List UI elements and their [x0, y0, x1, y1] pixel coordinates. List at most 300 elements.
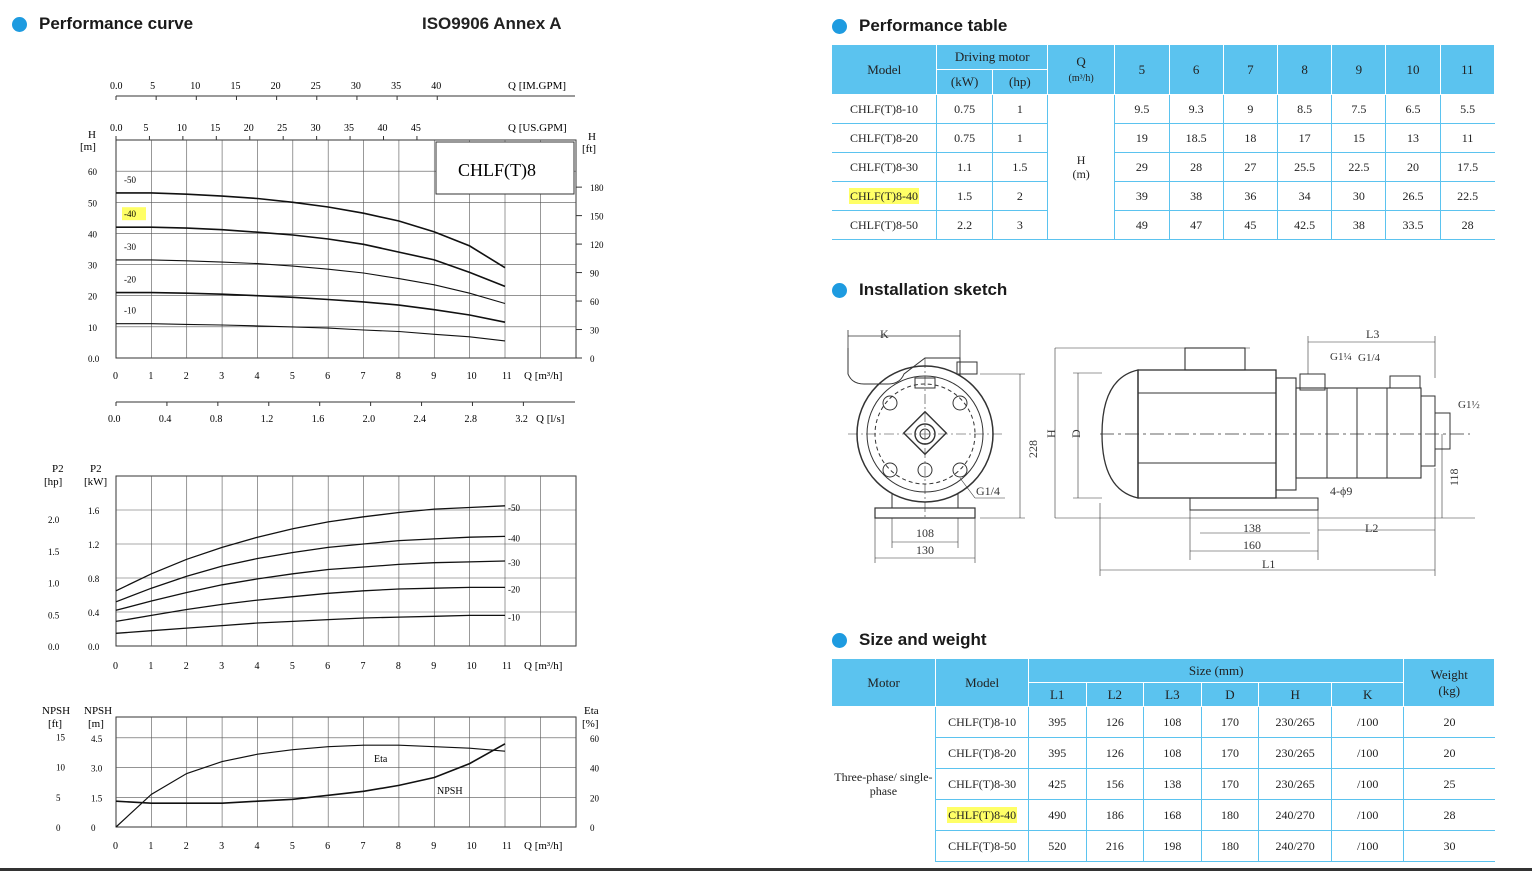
performance-table	[831, 44, 1495, 240]
plot-frame	[116, 476, 576, 646]
size-value: 168	[1144, 800, 1202, 831]
size-value: 425	[1028, 769, 1086, 800]
head-value: 42.5	[1277, 211, 1331, 240]
tick-label: 2	[183, 371, 189, 382]
tick-label: 6	[325, 841, 331, 852]
size-value: 198	[1144, 831, 1202, 862]
tick-label: 0.8	[88, 574, 100, 584]
bullet-icon	[832, 633, 847, 648]
tick-label: 3	[219, 661, 225, 672]
tick-label: 20	[243, 123, 254, 134]
size-value: /100	[1331, 800, 1403, 831]
tick-label: 1.2	[88, 540, 100, 550]
tick-label: 0.8	[209, 414, 223, 425]
head-value: 26.5	[1386, 182, 1440, 211]
tick-label: 20	[590, 793, 599, 804]
standard-label: ISO9906 Annex A	[422, 14, 562, 33]
size-value: 180	[1201, 831, 1259, 862]
section-title: Performance table	[859, 16, 1008, 35]
size-value: 180	[1201, 800, 1259, 831]
tick-label: 5	[56, 792, 61, 803]
weight-value: 20	[1404, 738, 1495, 769]
axis-label: P2	[52, 463, 64, 475]
dim-g14b: G1/4	[1358, 352, 1380, 364]
tick-label: 2.4	[413, 414, 427, 425]
tick-label: 40	[377, 123, 388, 134]
size-col: L3	[1144, 683, 1202, 707]
flow-col: 6	[1169, 45, 1223, 95]
head-value: 47	[1169, 211, 1223, 240]
size-value: /100	[1331, 738, 1403, 769]
dim-holes: 4-ϕ9	[1330, 484, 1353, 498]
head-value: 7.5	[1332, 95, 1386, 124]
model-cell	[936, 831, 1029, 862]
dim-130: 130	[916, 543, 934, 557]
tick-label: 0	[113, 841, 118, 852]
size-value: 156	[1086, 769, 1144, 800]
tick-label: 6	[325, 661, 331, 672]
table-row	[832, 182, 1495, 211]
size-col: D	[1201, 683, 1259, 707]
tick-label: 30	[350, 81, 361, 92]
tick-label: 1.5	[48, 546, 60, 557]
installation-sketch	[830, 318, 1490, 588]
tick-label: 8	[395, 841, 401, 852]
tick-label: 0.0	[108, 414, 121, 425]
axis-label: NPSH	[84, 705, 113, 717]
tick-label: 0.0	[88, 642, 100, 652]
series-label: -20	[124, 274, 136, 285]
model-name: CHLF(T)8-20	[948, 745, 1017, 760]
size-col: H	[1259, 683, 1332, 707]
q-unit: (m³/h)	[1068, 72, 1094, 84]
series-label: -40	[124, 209, 136, 220]
col-driving-motor: Driving motor	[937, 45, 1048, 70]
section-performance-table	[832, 16, 1007, 36]
model-cell	[832, 95, 937, 124]
tick-label: 1	[148, 371, 154, 382]
head-value: 38	[1332, 211, 1386, 240]
dim-h: H	[1044, 429, 1058, 438]
tick-label: 1.6	[88, 506, 100, 516]
axis-label: [%]	[582, 718, 599, 730]
kw-cell: 2.2	[937, 211, 992, 240]
col-weight	[1404, 659, 1495, 707]
tick-label: 4.5	[91, 733, 103, 744]
table-row	[832, 211, 1495, 240]
col-kw: (kW)	[937, 70, 992, 95]
tick-label: 0.0	[48, 642, 60, 652]
model-name: CHLF(T)8-10	[948, 714, 1017, 729]
head-value: 9.5	[1115, 95, 1169, 124]
model-cell	[832, 182, 937, 211]
head-value: 25.5	[1277, 153, 1331, 182]
tick-label: 0.0	[110, 81, 123, 92]
tick-label: 8	[395, 371, 401, 382]
head-value: 29	[1115, 153, 1169, 182]
size-weight-table	[831, 658, 1495, 862]
head-value: 22.5	[1332, 153, 1386, 182]
tick-label: 5	[289, 841, 295, 852]
tick-label: 10	[466, 841, 477, 852]
dim-l2: L2	[1365, 521, 1379, 535]
col-model: Model	[936, 659, 1029, 707]
tick-label: 6	[325, 371, 331, 382]
axis-label: NPSH	[42, 705, 71, 717]
head-curve-30	[116, 260, 505, 304]
tick-label: 2.0	[362, 414, 376, 425]
dim-108: 108	[916, 526, 934, 540]
series-label: -30	[508, 558, 520, 568]
weight-value: 28	[1404, 800, 1495, 831]
size-value: 126	[1086, 707, 1144, 738]
size-value: 170	[1201, 707, 1259, 738]
model-name: CHLF(T)8-30	[948, 776, 1017, 791]
tick-label: 30	[88, 260, 97, 271]
hp-cell: 2	[992, 182, 1047, 211]
axis-label: Q [m³/h]	[524, 660, 563, 672]
tick-label: 10	[190, 81, 201, 92]
dim-l3: L3	[1366, 327, 1380, 341]
tick-label: 5	[289, 661, 295, 672]
axis-label: [m]	[88, 718, 104, 730]
weight-value: 25	[1404, 769, 1495, 800]
power-curve-10	[116, 615, 505, 633]
model-name: CHLF(T)8-40	[849, 188, 918, 203]
tick-label: 5	[143, 123, 149, 134]
h-label: H	[1076, 153, 1086, 167]
tick-label: 0.0	[110, 123, 123, 134]
bullet-icon	[832, 19, 847, 34]
tick-label: 0	[113, 661, 118, 672]
series-label: -30	[124, 241, 136, 252]
axis-label: Eta	[584, 705, 599, 717]
tick-label: 25	[277, 123, 288, 134]
table-row	[832, 124, 1495, 153]
tick-label: 20	[88, 291, 97, 302]
tick-label: 0	[590, 823, 595, 833]
axis-label: H	[588, 131, 596, 143]
head-value: 11	[1440, 124, 1494, 153]
tick-label: 25	[310, 81, 321, 92]
weight-value: 30	[1404, 831, 1495, 862]
tick-label: 0.0	[88, 354, 100, 364]
section-title: Performance curve	[39, 14, 194, 33]
head-value: 33.5	[1386, 211, 1440, 240]
motor-type-cell: Three-phase/ single-phase	[832, 707, 936, 862]
tick-label: 1	[148, 841, 154, 852]
axis-label: Q [m³/h]	[524, 370, 563, 382]
series-label: Eta	[374, 754, 388, 765]
head-value: 9	[1223, 95, 1277, 124]
series-label: -10	[124, 305, 136, 316]
tick-label: 1.2	[260, 414, 274, 425]
model-name: CHLF(T)8-10	[849, 101, 918, 116]
axis-label: Q [US.GPM]	[508, 122, 567, 134]
tick-label: 0.5	[48, 610, 60, 621]
dim-228: 228	[1026, 440, 1040, 458]
head-value: 19	[1115, 124, 1169, 153]
tick-label: 9	[431, 661, 437, 672]
axis-label: [m]	[80, 141, 96, 153]
head-curve-50	[116, 193, 505, 268]
plot-frame	[116, 717, 576, 827]
axis-label: [hp]	[44, 476, 63, 488]
axis-label: Q [m³/h]	[524, 840, 563, 852]
kw-cell: 0.75	[937, 124, 992, 153]
tick-label: 3	[219, 841, 225, 852]
tick-label: 20	[270, 81, 281, 92]
series-label: -50	[124, 174, 136, 185]
size-value: 186	[1086, 800, 1144, 831]
axis-label: Q [IM.GPM]	[508, 80, 567, 92]
size-value: /100	[1331, 707, 1403, 738]
q-label: Q	[1076, 53, 1086, 69]
head-value: 39	[1115, 182, 1169, 211]
table-row	[832, 707, 1495, 738]
dim-g12: G1½	[1458, 399, 1480, 411]
head-value: 38	[1169, 182, 1223, 211]
tick-label: 35	[391, 81, 402, 92]
hp-cell: 1	[992, 95, 1047, 124]
tick-label: 1.6	[311, 414, 325, 425]
weight-label: Weight	[1430, 666, 1468, 682]
model-label: CHLF(T)8	[458, 160, 536, 180]
tick-label: 10	[56, 762, 65, 773]
head-value: 18	[1223, 124, 1277, 153]
tick-label: 60	[590, 733, 599, 744]
series-label: NPSH	[437, 786, 463, 797]
power-chart	[44, 463, 576, 672]
size-col: K	[1331, 683, 1403, 707]
tick-label: 0	[56, 823, 61, 833]
axis-label: Q [l/s]	[536, 413, 565, 425]
tick-label: 30	[310, 123, 321, 134]
head-value: 17	[1277, 124, 1331, 153]
tick-label: 0	[113, 371, 118, 382]
model-name: CHLF(T)8-50	[849, 217, 918, 232]
tick-label: 8	[395, 661, 401, 672]
tick-label: 10	[466, 371, 477, 382]
model-name: CHLF(T)8-20	[849, 130, 918, 145]
section-title: Size and weight	[859, 630, 987, 649]
head-value: 13	[1386, 124, 1440, 153]
head-value: 18.5	[1169, 124, 1223, 153]
tick-label: 10	[88, 322, 97, 333]
dim-118: 118	[1447, 468, 1461, 486]
size-col: L2	[1086, 683, 1144, 707]
head-value: 5.5	[1440, 95, 1494, 124]
size-value: 520	[1028, 831, 1086, 862]
tick-label: 50	[88, 198, 97, 209]
model-cell	[936, 769, 1029, 800]
tick-label: 0.4	[158, 414, 172, 425]
flow-col: 10	[1386, 45, 1440, 95]
dim-g14frac: G1¼	[1330, 351, 1352, 363]
col-size: Size (mm)	[1028, 659, 1404, 683]
axis-label: P2	[90, 463, 102, 475]
head-value: 22.5	[1440, 182, 1494, 211]
tick-label: 15	[230, 81, 241, 92]
series-label: -20	[508, 584, 520, 595]
tick-label: 30	[590, 325, 599, 336]
tick-label: 11	[502, 661, 512, 672]
tick-label: 180	[590, 183, 604, 194]
tick-label: 120	[590, 240, 604, 251]
tick-label: 4	[254, 841, 260, 852]
h-unit: (m)	[1072, 167, 1090, 181]
bottom-rule	[0, 868, 1532, 871]
performance-charts	[0, 0, 620, 870]
tick-label: 60	[88, 167, 97, 178]
tick-label: 5	[150, 81, 156, 92]
size-value: 108	[1144, 707, 1202, 738]
tick-label: 1.0	[48, 578, 60, 589]
size-value: 216	[1086, 831, 1144, 862]
size-value: 126	[1086, 738, 1144, 769]
model-cell	[936, 738, 1029, 769]
head-value: 6.5	[1386, 95, 1440, 124]
tick-label: 5	[289, 371, 295, 382]
model-name: CHLF(T)8-40	[948, 807, 1017, 822]
pump-side-view	[1055, 336, 1475, 576]
size-value: 490	[1028, 800, 1086, 831]
tick-label: 35	[344, 123, 355, 134]
flow-col: 11	[1440, 45, 1494, 95]
head-value: 28	[1169, 153, 1223, 182]
axis-label: [kW]	[84, 476, 108, 488]
dim-138: 138	[1243, 521, 1261, 535]
dim-d: D	[1069, 429, 1083, 438]
head-value: 17.5	[1440, 153, 1494, 182]
tick-label: 15	[56, 732, 65, 743]
tick-label: 2.8	[464, 414, 477, 425]
size-col: L1	[1028, 683, 1086, 707]
table-row	[832, 153, 1495, 182]
model-cell	[832, 153, 937, 182]
tick-label: 45	[410, 123, 421, 134]
size-value: 230/265	[1259, 738, 1332, 769]
tick-label: 90	[590, 268, 599, 279]
section-installation-sketch	[832, 280, 1007, 300]
hp-cell: 1.5	[992, 153, 1047, 182]
kw-cell: 1.1	[937, 153, 992, 182]
tick-label: 2.0	[48, 515, 60, 526]
flow-col: 9	[1332, 45, 1386, 95]
tick-label: 3	[219, 371, 225, 382]
tick-label: 15	[210, 123, 221, 134]
series-label: -50	[508, 502, 520, 513]
tick-label: 3.0	[91, 763, 103, 774]
section-title: Installation sketch	[859, 280, 1008, 299]
model-name: CHLF(T)8-30	[849, 159, 918, 174]
flow-col: 7	[1223, 45, 1277, 95]
tick-label: 7	[360, 371, 366, 382]
col-hp: (hp)	[992, 70, 1047, 95]
head-curve-10	[116, 324, 505, 341]
head-value: 34	[1277, 182, 1331, 211]
size-value: /100	[1331, 769, 1403, 800]
series-label: -40	[508, 533, 520, 544]
tick-label: 1	[148, 661, 154, 672]
section-size-weight	[832, 630, 987, 650]
model-cell	[936, 800, 1029, 831]
flow-col: 8	[1277, 45, 1331, 95]
flow-col: 5	[1115, 45, 1169, 95]
tick-label: 2	[183, 841, 189, 852]
size-value: 138	[1144, 769, 1202, 800]
head-value: 30	[1332, 182, 1386, 211]
weight-value: 20	[1404, 707, 1495, 738]
head-value: 27	[1223, 153, 1277, 182]
model-cell	[832, 211, 937, 240]
head-value: 9.3	[1169, 95, 1223, 124]
h-unit-cell	[1047, 95, 1114, 240]
head-value: 15	[1332, 124, 1386, 153]
tick-label: 9	[431, 841, 437, 852]
power-curve-30	[116, 561, 505, 610]
size-value: /100	[1331, 831, 1403, 862]
dim-g14: G1/4	[976, 484, 1000, 498]
tick-label: 10	[176, 123, 187, 134]
kw-cell: 0.75	[937, 95, 992, 124]
bullet-icon	[832, 283, 847, 298]
pump-front-view	[848, 330, 1025, 563]
dim-l1: L1	[1262, 557, 1276, 571]
head-value: 45	[1223, 211, 1277, 240]
kw-cell: 1.5	[937, 182, 992, 211]
size-value: 170	[1201, 738, 1259, 769]
size-value: 240/270	[1259, 800, 1332, 831]
hp-cell: 1	[992, 124, 1047, 153]
tick-label: 10	[466, 661, 477, 672]
tick-label: 2	[183, 661, 189, 672]
series-label: -10	[508, 612, 520, 623]
head-chart	[80, 80, 604, 425]
tick-label: 11	[502, 371, 512, 382]
tick-label: 7	[360, 841, 366, 852]
hp-cell: 3	[992, 211, 1047, 240]
size-value: 230/265	[1259, 769, 1332, 800]
tick-label: 1.5	[91, 793, 103, 804]
tick-label: 11	[502, 841, 512, 852]
tick-label: 40	[431, 81, 442, 92]
power-curve-40	[116, 536, 505, 601]
head-value: 28	[1440, 211, 1494, 240]
tick-label: 40	[88, 229, 97, 240]
size-value: 108	[1144, 738, 1202, 769]
col-model: Model	[832, 45, 937, 95]
tick-label: 60	[590, 297, 599, 308]
tick-label: 40	[590, 763, 599, 774]
model-cell	[936, 707, 1029, 738]
tick-label: 150	[590, 211, 604, 222]
tick-label: 0	[91, 823, 96, 833]
model-cell	[832, 124, 937, 153]
dim-k: K	[880, 327, 889, 341]
col-q	[1047, 45, 1114, 95]
head-value: 8.5	[1277, 95, 1331, 124]
tick-label: 9	[431, 371, 437, 382]
size-value: 170	[1201, 769, 1259, 800]
axis-label: [ft]	[582, 143, 597, 155]
axis-label: H	[88, 129, 96, 141]
axis-label: [ft]	[48, 718, 63, 730]
tick-label: 0	[590, 354, 595, 364]
tick-label: 7	[360, 661, 366, 672]
head-value: 36	[1223, 182, 1277, 211]
size-value: 240/270	[1259, 831, 1332, 862]
